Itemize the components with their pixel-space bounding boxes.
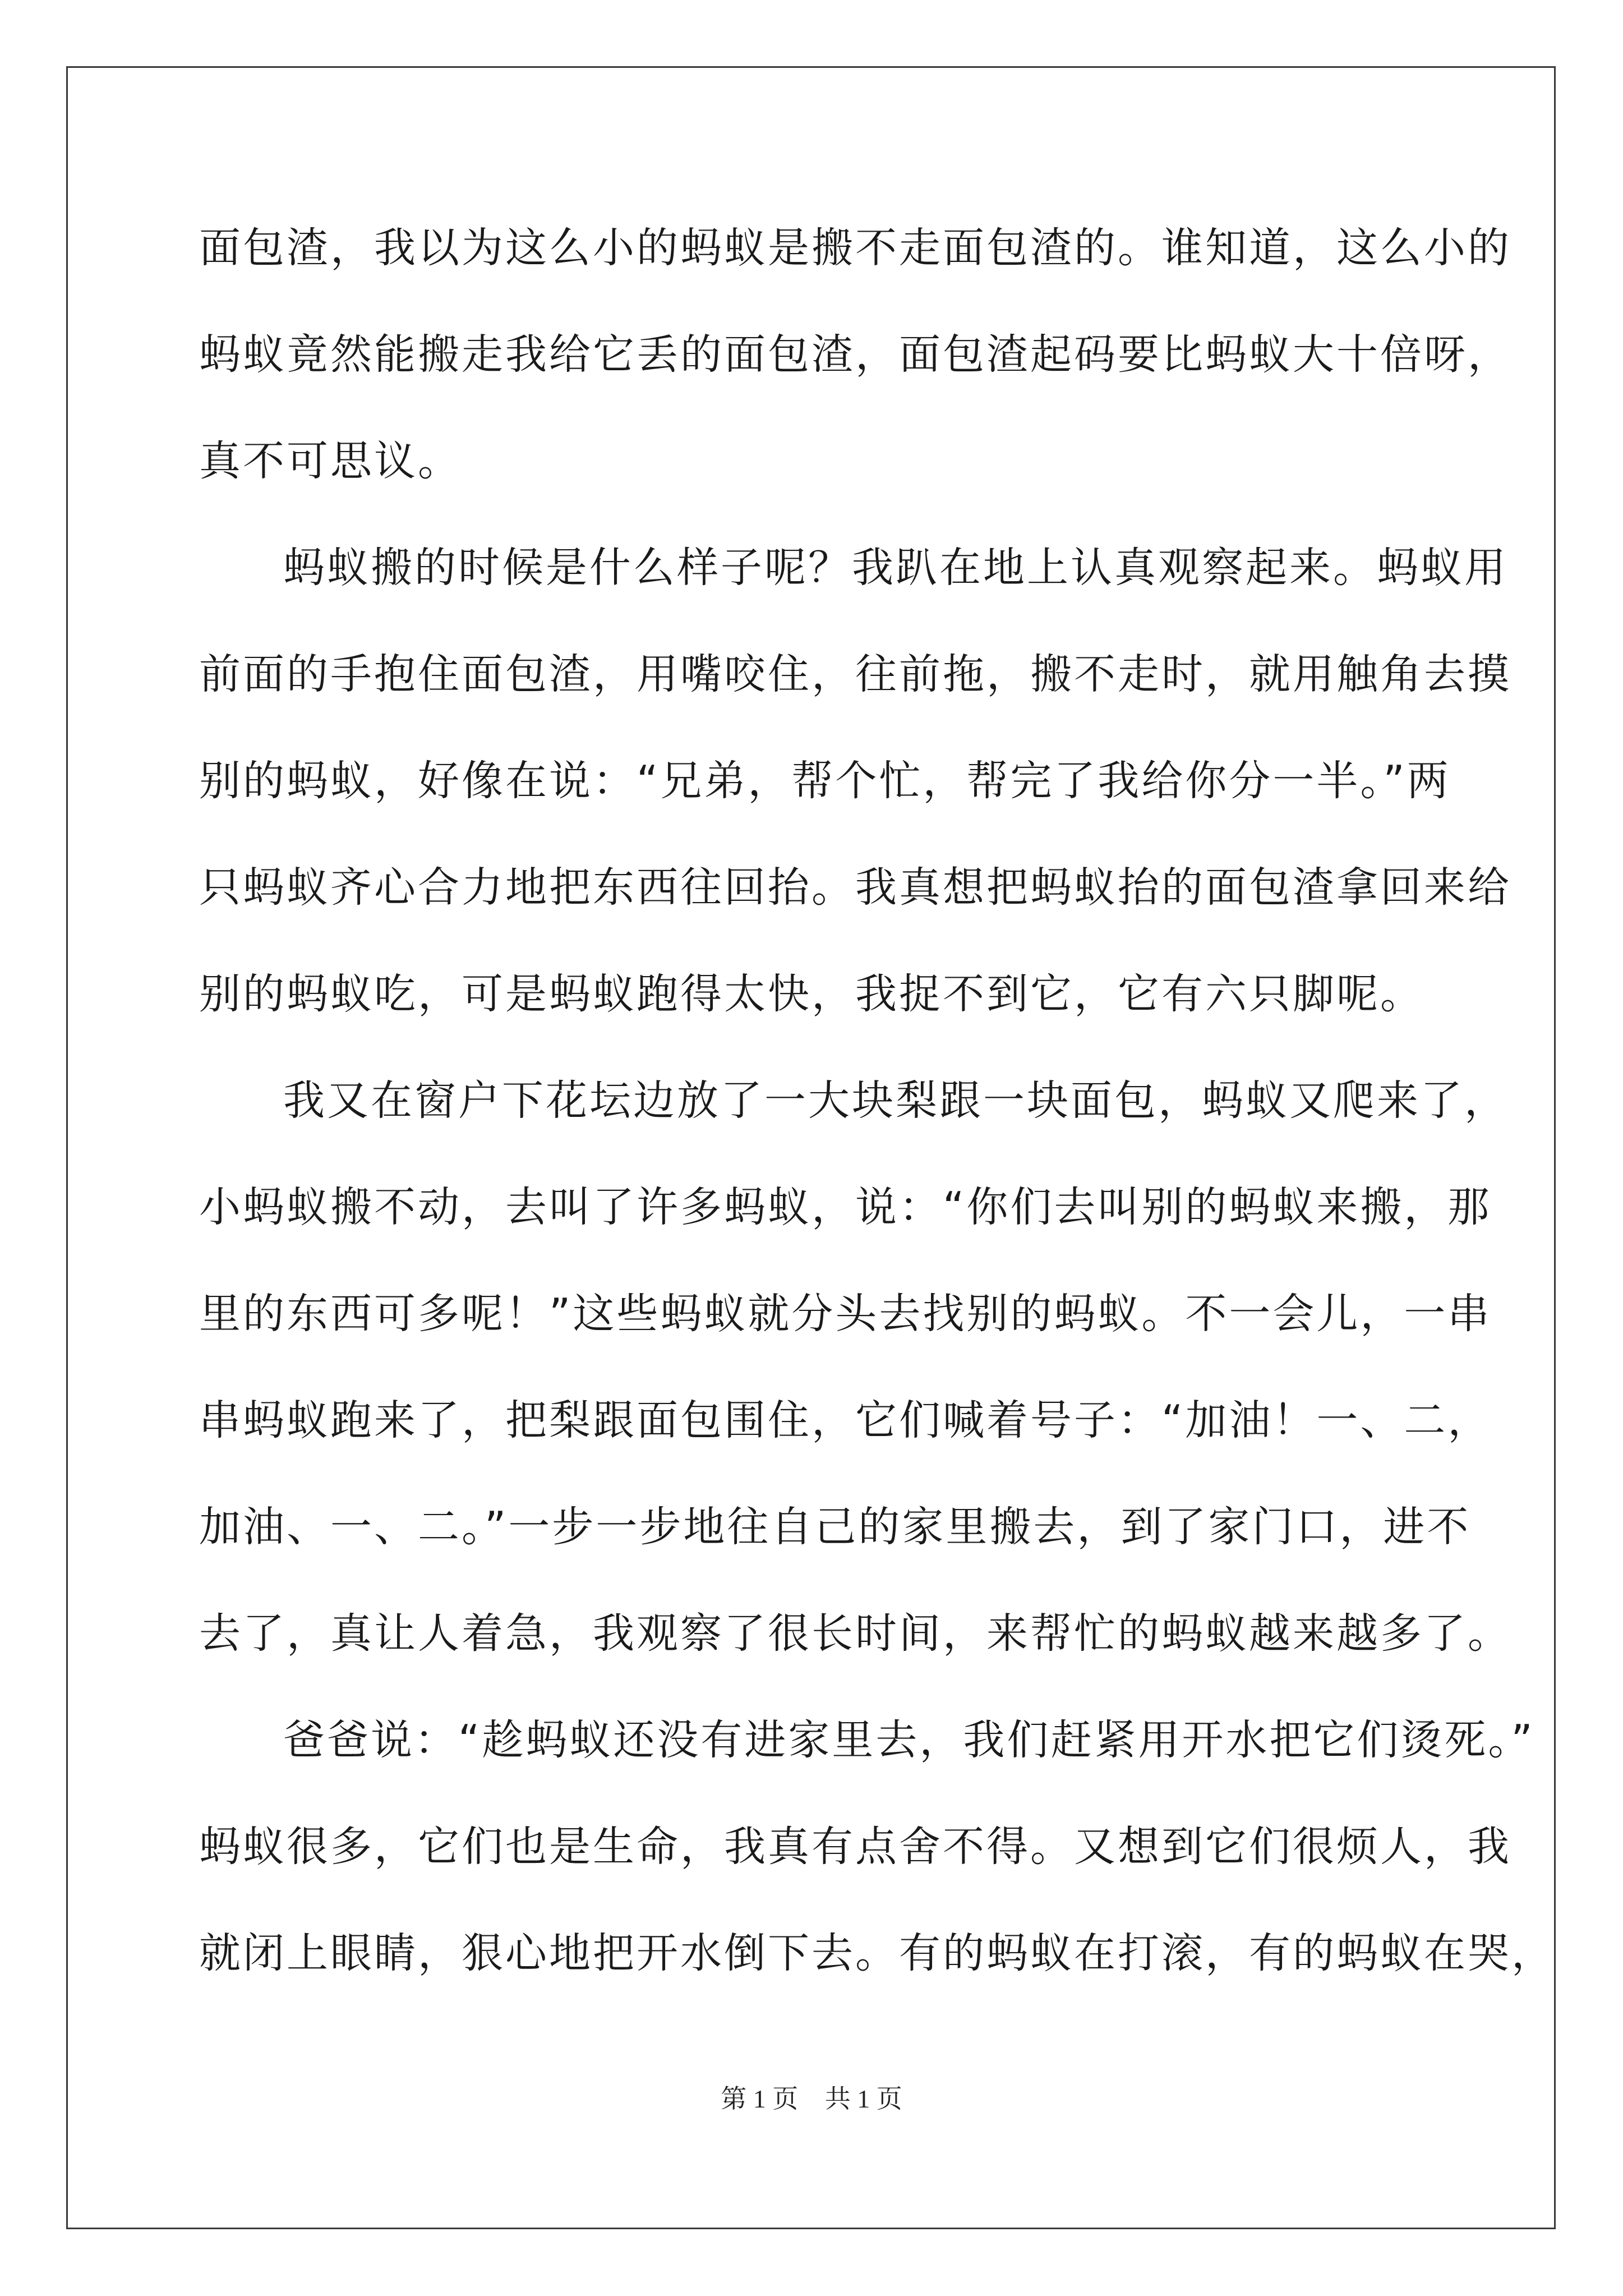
text-line: 加油、一、二。”一步一步地往自己的家里搬去，到了家门口，进不 <box>199 1503 1471 1551</box>
text-line: 爸爸说：“趁蚂蚁还没有进家里去，我们赶紧用开水把它们烫死。” <box>283 1716 1535 1764</box>
text-line: 面包渣，我以为这么小的蚂蚁是搬不走面包渣的。谁知道，这么小的 <box>199 224 1511 272</box>
text-line: 蚂蚁竟然能搬走我给它丢的面包渣，面包渣起码要比蚂蚁大十倍呀， <box>199 330 1511 379</box>
text-line: 蚂蚁很多，它们也是生命，我真有点舍不得。又想到它们很烦人，我 <box>199 1823 1511 1871</box>
page-number: 第 1 页 <box>721 2085 799 2113</box>
text-line: 我又在窗户下花坛边放了一大块梨跟一块面包，蚂蚁又爬来了， <box>283 1076 1508 1125</box>
text-line: 只蚂蚁齐心合力地把东西往回抬。我真想把蚂蚁抬的面包渣拿回来给 <box>199 863 1511 912</box>
text-line: 真不可思议。 <box>199 437 462 485</box>
text-line: 小蚂蚁搬不动，去叫了许多蚂蚁，说：“你们去叫别的蚂蚁来搬，那 <box>199 1183 1492 1231</box>
text-line: 别的蚂蚁，好像在说：“兄弟，帮个忙，帮完了我给你分一半。”两 <box>199 757 1451 805</box>
text-line: 去了，真让人着急，我观察了很长时间，来帮忙的蚂蚁越来越多了。 <box>199 1609 1511 1658</box>
text-line: 别的蚂蚁吃，可是蚂蚁跑得太快，我捉不到它，它有六只脚呢。 <box>199 970 1424 1018</box>
text-line: 串蚂蚁跑来了，把梨跟面包围住，它们喊着号子：“加油！一、二， <box>199 1396 1492 1444</box>
text-line: 蚂蚁搬的时候是什么样子呢？我趴在地上认真观察起来。蚂蚁用 <box>283 544 1508 592</box>
text-line: 里的东西可多呢！”这些蚂蚁就分头去找别的蚂蚁。不一会儿，一串 <box>199 1290 1492 1338</box>
text-line: 前面的手抱住面包渣，用嘴咬住，往前拖，搬不走时，就用触角去摸 <box>199 650 1511 698</box>
text-line: 就闭上眼睛，狠心地把开水倒下去。有的蚂蚁在打滚，有的蚂蚁在哭， <box>199 1929 1555 1977</box>
page-footer <box>0 2078 1623 2115</box>
page-total: 共 1 页 <box>824 2085 902 2113</box>
page-border <box>66 66 1556 2229</box>
